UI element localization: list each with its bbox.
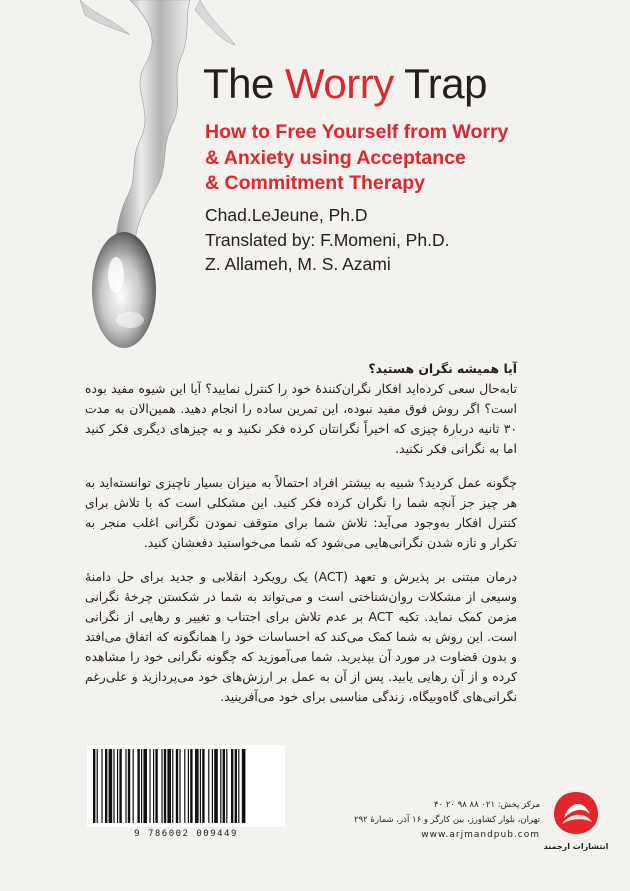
barcode-bar — [133, 749, 134, 823]
barcode-bar — [214, 749, 218, 823]
barcode-bar — [113, 749, 114, 823]
barcode-bar — [137, 749, 139, 823]
blurb-paragraph: درمان مبتنی بر پذیرش و تعهد (ACT) یک رویکرد انقلابی و جدید برای حل دامنهٔ وسیعی از مشکلات روان‌شناختی است و می‌تواند به شما در شکستن چرخهٔ نگرانی مزمن کمک نماید. تکیه ACT بر عدم تلاش برای اجتناب و تغییر و رهایی از نگرانی است. این روش به شما کمک می‌کند که احساسات خود را همانگونه که اتفاق می‌افتد و بدون قضاوت در مورد آن بپذیرید. شما می‌آموزید که چگونه نگرانی خود را مشاهده کرده و از آن رهایی یابید. پس از آن به عمل بر ارزش‌های خود می‌پردازید و علی‌رغم نگرانی‌های گاه‌وبیگاه، زندگی مناسبی برای خود می‌آفرینید. — [85, 569, 518, 704]
publisher-info — [300, 798, 540, 843]
subtitle-line: & Commitment Therapy — [205, 172, 425, 194]
barcode-bar — [212, 749, 213, 823]
author-name: Chad.LeJeune, Ph.D — [205, 205, 368, 225]
barcode-bar — [179, 749, 180, 823]
isbn-number: 9 786002 009449 — [134, 829, 238, 839]
publisher-website: www.arjmandpub.com — [421, 830, 540, 840]
barcode-bar — [238, 749, 239, 823]
translators-line: Translated by: F.Momeni, Ph.D. — [205, 229, 450, 250]
book-credits — [205, 203, 620, 277]
barcode-bar — [105, 749, 107, 823]
barcode-bar — [117, 749, 118, 823]
barcode-bar — [172, 749, 173, 823]
barcode-bar — [195, 749, 199, 823]
barcode-bar — [208, 749, 209, 823]
title-part-trap: Trap — [393, 60, 487, 107]
barcode-bar — [200, 749, 201, 823]
isbn-barcode — [87, 745, 285, 827]
barcode-bar — [155, 749, 157, 823]
barcode-bar — [143, 749, 147, 823]
translators-line: Z. Allameh, M. S. Azami — [205, 254, 391, 274]
blurb-heading: آیا همیشه نگران هستید؟ — [368, 361, 517, 376]
publisher-address: تهران، بلوار کشاورز، بین کارگر و ۱۶ آذر، شمارهٔ ۲۹۲ — [354, 815, 540, 825]
barcode-bar — [223, 749, 225, 823]
publisher-name: انتشارات ارجمند — [543, 842, 609, 851]
barcode-bars — [87, 745, 285, 827]
barcode-bar — [161, 749, 162, 823]
blurb-paragraph: تابه‌حال سعی کرده‌اید افکار نگران‌کنندهٔ خود را کنترل نمایید؟ آیا این شیوه مفید بوده است؟ اگر روش فوق مفید نبوده، این تمرین ساده را انجام دهید. همین‌الان به مدت ۳۰ ثانیه دربارهٔ چیزی که اخیراً نگرانتان کرده فکر نکنید و به چیزهای دیگری فکر کنید اما به نگرانی فکر نکنید. — [85, 381, 517, 456]
barcode-bar — [231, 749, 233, 823]
barcode-bar — [164, 749, 166, 823]
barcode-bar — [125, 749, 126, 823]
title-part-the: The — [203, 60, 286, 107]
barcode-bar — [93, 749, 95, 823]
barcode-bar — [176, 749, 178, 823]
barcode-bar — [190, 749, 192, 823]
book-subtitle — [205, 120, 620, 197]
book-title — [203, 60, 623, 108]
distribution-center: مرکز پخش: ۰۲۱ ۸۸ ۹۸ ۲۰ ۴۰ — [433, 800, 540, 810]
barcode-bar — [235, 749, 237, 823]
barcode-bar — [188, 749, 189, 823]
subtitle-line: How to Free Yourself from Worry — [205, 121, 509, 143]
barcode-bar — [101, 749, 102, 823]
blurb-paragraph: چگونه عمل کردید؟ شبیه به بیشتر افراد احتمالاً به میزان بسیار ناچیزی توانسته‌اید به هر چیز جز آنچه شما را نگران کرده فکر کنید. این مشکلی است که با تلاش برای کنترل افکار به‌وجود می‌آید: تلاش شما برای متوقف نمودن نگرانی اغلب منجر به تکرار و تازه شدن نگرانی‌هایی می‌شود که شما می‌خواستید دفعشان کنید. — [85, 475, 517, 550]
barcode-bar — [149, 749, 150, 823]
barcode-bar — [153, 749, 154, 823]
barcode-bar — [97, 749, 98, 823]
barcode-bar — [128, 749, 130, 823]
subtitle-line: & Anxiety using Acceptance — [205, 146, 466, 169]
barcode-bar — [119, 749, 121, 823]
publisher-logo-icon — [550, 788, 602, 838]
barcode-bar — [226, 749, 227, 823]
barcode-bar — [141, 749, 142, 823]
barcode-bar — [167, 749, 171, 823]
barcode-bar — [109, 749, 113, 823]
barcode-bar — [220, 749, 221, 823]
barcode-bar — [202, 749, 204, 823]
back-cover-blurb — [85, 359, 517, 707]
barcode-bar — [242, 749, 246, 823]
title-part-worry: Worry — [285, 60, 394, 107]
barcode-bar — [184, 749, 185, 823]
